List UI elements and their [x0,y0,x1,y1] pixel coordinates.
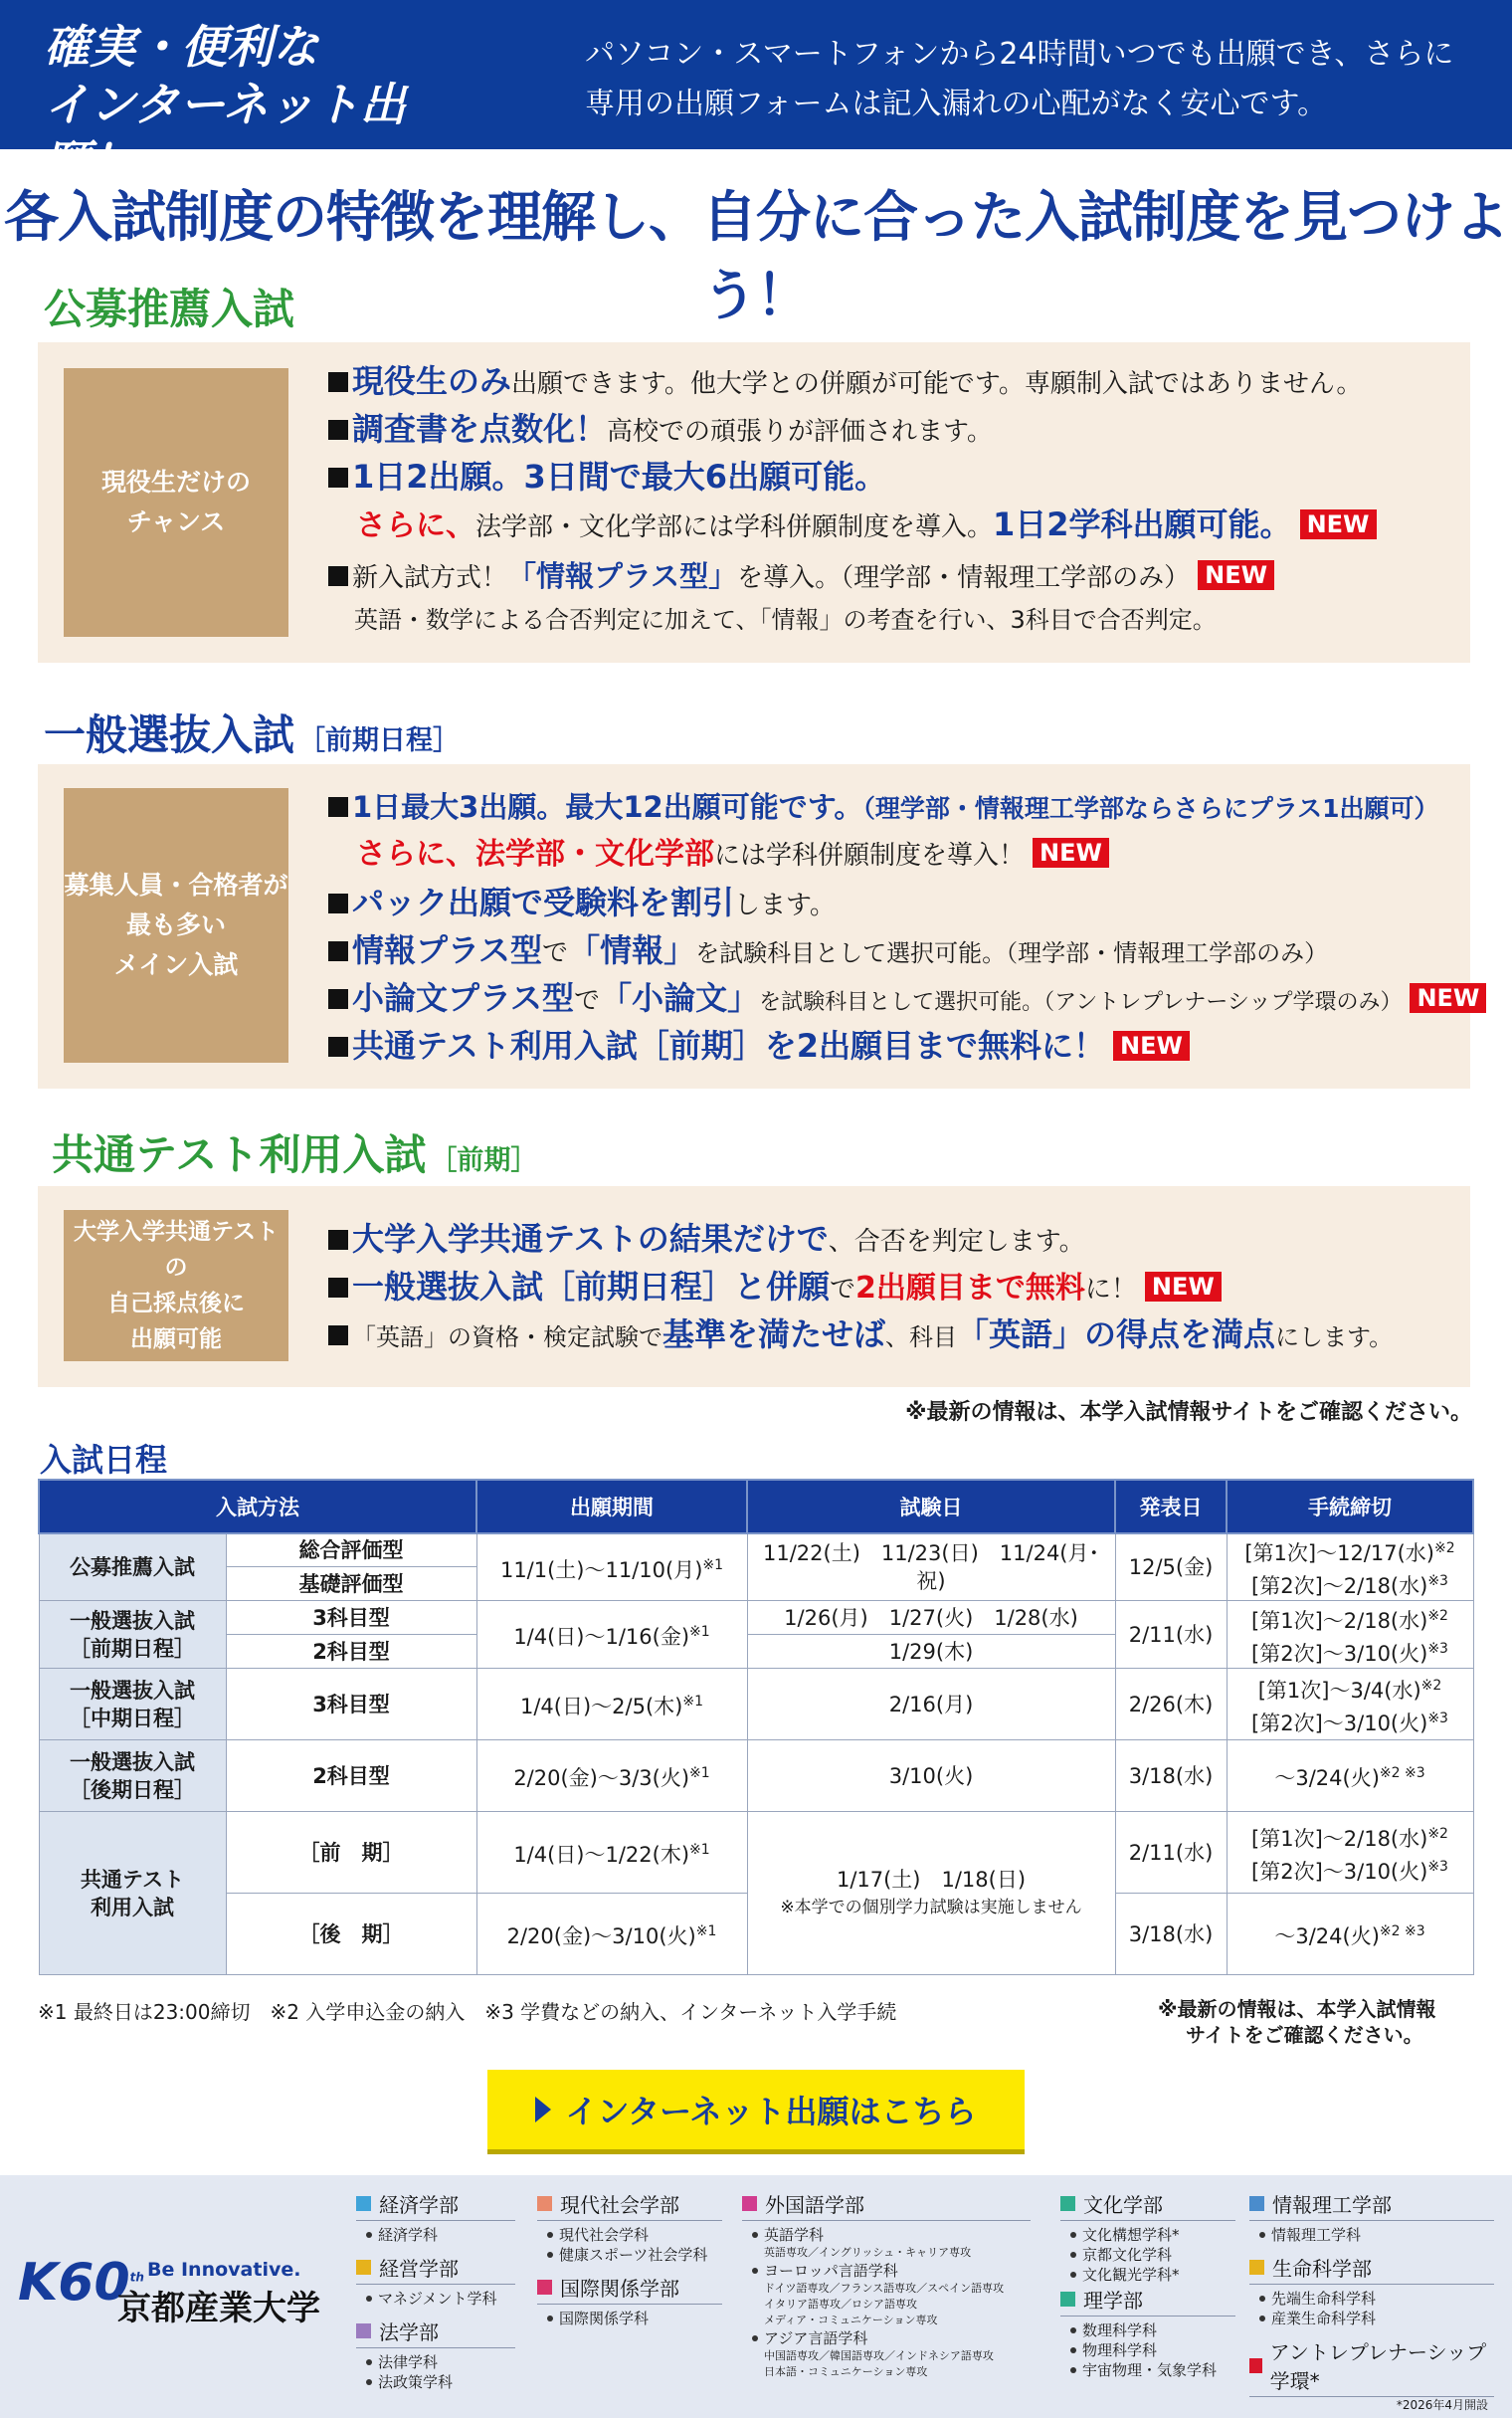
exam-cell: 11/22(土) 11/23(日) 11/24(月･祝) [747,1533,1115,1601]
ippan-panel [38,764,1480,1089]
ippan-label-line2: 最も多い [125,910,226,939]
note-mark: ※2 [1427,1607,1448,1624]
period-cell [476,1601,747,1669]
period-text: 1/4(日)～1/22(木) [513,1843,690,1867]
ippan-label-line1: 募集人員・合格者が [64,871,288,900]
kyotsu-l3-em2: 「英語」の得点を満点 [957,1315,1276,1353]
new-badge: NEW [1300,509,1377,539]
bullet-square-icon [328,1278,348,1298]
suisen-panel [38,342,1470,663]
department-item: 国際関係学科 [537,2309,722,2328]
kyotsu-label-line2: 自己採点後に [107,1291,245,1316]
deadline-text: [第1次]～2/18(水) [1251,1826,1428,1851]
course-item: 日本語・コミュニケーション専攻 [764,2365,928,2378]
opening-note: *2026年4月開設 [1396,2398,1488,2412]
ippan-l4-a: で [542,938,569,968]
period-text: 11/1(土)～11/10(月) [499,1557,703,1582]
bullet-square-icon [328,894,348,913]
kyotsu-line-2 [328,1268,1222,1309]
header-banner [0,0,1512,189]
schedule-title: 入試日程 [40,1441,168,1479]
ippan-l2-rest: には学科併願制度を導入！ [714,841,1026,871]
faculty-color-icon [537,2196,552,2211]
faculty-bunka[interactable] [1060,2189,1235,2221]
kyotsu-label-line3: 出願可能 [130,1326,222,1352]
faculty-entrepreneurship[interactable] [1249,2336,1494,2397]
schedule-header-row [39,1480,1473,1533]
exam-cell [747,1812,1115,1975]
university-name: 京都産業大学 [117,2289,320,2328]
ippan-line-5 [328,979,1486,1022]
method-koki [39,1740,226,1812]
suisen-label [64,368,288,637]
faculty-keizai[interactable] [356,2189,515,2221]
kyotsu-l2-red: 2出願目まで無料 [855,1271,1085,1306]
kyotsu-title [52,1122,537,1182]
method-kyotsu [39,1812,226,1975]
header-desc-line2: 専用の出願フォームは記入漏れの心配がなく安心です。 [585,87,1328,121]
logo-th: th [129,2270,144,2285]
faculty-label: 生命科学部 [1272,2257,1372,2281]
bullet-square-icon [328,372,348,392]
course-item: ドイツ語専攻／フランス語専攻／スペイン語専攻 [764,2282,1005,2295]
faculty-label: 情報理工学部 [1272,2193,1392,2217]
logo-mark-text: K60 [18,2253,130,2313]
table-row [39,1740,1473,1812]
suisen-label-line1: 現役生だけの [100,468,251,497]
suisen-title: 公募推薦入試 [44,285,295,333]
schedule-table [38,1479,1474,1975]
deadline-text: [第2次]～2/18(水) [1251,1574,1428,1598]
result-cell: 2/11(水) [1115,1601,1227,1669]
ippan-l6-em: 共通テスト利用入試［前期］を2出願目まで無料に！ [352,1027,1105,1065]
faculty-color-icon [1060,2292,1075,2307]
col-header-deadline: 手続締切 [1227,1480,1473,1533]
result-cell: 3/18(水) [1115,1894,1227,1975]
deadline-text: [第2次]～3/10(火) [1251,1859,1428,1884]
exam-cell: 2/16(月) [747,1669,1115,1740]
ippan-l4-rest: を試験科目として選択可能。（理学部・情報理工学部のみ） [695,939,1329,967]
ippan-label-line3: メイン入試 [113,950,239,979]
ippan-l4-em2: 「情報」 [568,931,696,969]
department-item: 現代社会学科 [537,2225,722,2245]
faculty-label: 文化学部 [1083,2193,1163,2217]
period-text: 1/4(日)～1/16(金) [513,1625,690,1649]
suisen-line-2 [328,410,993,451]
footnote-right [1158,1996,1476,2048]
deadline-text: ～3/24(火) [1274,1924,1380,1948]
bullet-square-icon [328,1037,348,1057]
period-text: 2/20(金)～3/3(火) [513,1766,690,1790]
note-mark: ※1 [702,1556,724,1573]
kyotsu-line-3 [328,1315,1393,1356]
suisen-line-5 [328,557,1274,597]
type-cell: 3科目型 [226,1601,476,1635]
bullet-square-icon [328,566,348,586]
kyotsu-line-1 [328,1220,1085,1261]
ippan-line-3 [328,884,836,924]
faculty-column-3 [742,2189,1031,2380]
new-badge: NEW [1198,560,1274,590]
method-text: ［前期日程］ [70,1636,195,1661]
suisen-label-line2: チャンス [126,507,226,536]
university-logo [18,2253,346,2332]
new-badge: NEW [1410,983,1486,1013]
new-badge: NEW [1033,838,1109,868]
method-text: 一般選抜入試 [70,1608,195,1633]
ippan-title-text: 一般選抜入試 [44,710,295,759]
method-text: 一般選抜入試 [70,1749,195,1774]
faculty-color-icon [356,2260,371,2275]
method-zenki [39,1601,226,1669]
note-mark: ※2 ※3 [1379,1765,1425,1781]
ippan-line-4 [328,931,1328,972]
kyotsu-title-text: 共通テスト利用入試 [52,1130,427,1179]
faculty-column-5 [1249,2189,1494,2401]
suisen-l3-em: 1日2出願。3日間で最大6出願可能。 [352,458,887,496]
header-description [585,30,1480,129]
department-item: 物理科学科 [1060,2340,1235,2360]
logo-tagline: Be Innovative. [147,2259,301,2281]
suisen-l5-b: を導入。（理学部・情報理工学部のみ） [737,563,1191,593]
course-item: 中国語専攻／韓国語専攻／インドネシア語専攻 [764,2349,994,2362]
note-mark: ※3 [1427,1858,1448,1875]
type-cell: ［前 期］ [226,1812,476,1894]
period-text: 2/20(金)～3/10(火) [506,1924,696,1948]
method-chuki [39,1669,226,1740]
note-mark: ※2 ※3 [1379,1923,1425,1939]
suisen-line-3 [328,458,886,499]
header-title [44,18,462,191]
department-item: 数理科学科 [1060,2320,1235,2340]
bullet-square-icon [328,468,348,488]
exam-cell: 1/29(木) [747,1635,1115,1669]
deadline-cell [1227,1894,1473,1975]
department-item: 英語学科 [742,2225,1031,2245]
note-mark: ※1 [689,1765,710,1781]
department-item: 京都文化学科 [1060,2245,1235,2265]
suisen-l2-rest: 高校での頑張りが評価されます。 [607,417,993,447]
faculty-kokusai[interactable] [537,2273,722,2305]
department-item: アジア言語学科 [742,2328,1031,2348]
header-title-line2: インターネット出願！ [44,78,406,189]
suisen-line-4 [356,505,1377,546]
note-mark: ※2 [1434,1540,1455,1556]
suisen-l4-red: さらに、 [356,508,475,543]
faculty-color-icon [1060,2196,1075,2211]
bullet-square-icon [328,1230,348,1250]
deadline-text: [第1次]～2/18(水) [1251,1608,1428,1633]
ippan-line-2 [356,836,1109,875]
bullet-square-icon [328,420,348,440]
faculty-column-1 [356,2189,515,2392]
deadline-cell [1227,1812,1473,1894]
period-cell [476,1894,747,1975]
deadline-text: [第1次]～3/4(水) [1257,1678,1421,1703]
department-item: 健康スポーツ社会学科 [537,2245,722,2265]
faculty-gendai[interactable] [537,2189,722,2221]
ippan-l2-red: さらに、法学部・文化学部 [356,837,714,872]
faculty-gaikoku[interactable] [742,2189,1031,2221]
department-item: 文化観光学科* [1060,2265,1235,2285]
kyotsu-l2-a: で [830,1275,856,1305]
exam-note: ※本学での個別学力試験は実施しません [780,1897,1082,1917]
department-item: 文化構想学科* [1060,2225,1235,2245]
method-text: 一般選抜入試 [70,1678,195,1703]
bullet-square-icon [328,797,348,817]
period-text: 1/4(日)～2/5(木) [519,1695,683,1718]
latest-info-note: ※最新の情報は、本学入試情報サイトをご確認ください。 [905,1400,1472,1425]
kyotsu-l3-a: 「英語」の資格・検定試験で [352,1323,662,1351]
faculty-label: 法学部 [379,2320,439,2344]
page-headline: 各入試制度の特徴を理解し、自分に合った入試制度を見つけよう！ [3,185,1508,327]
faculty-label: 経済学部 [379,2193,459,2217]
result-cell: 3/18(水) [1115,1740,1227,1812]
deadline-text: [第2次]～3/10(火) [1251,1641,1428,1666]
kyotsu-l1-em: 大学入学共通テストの結果だけで [352,1220,829,1258]
table-row [39,1669,1473,1740]
note-mark: ※1 [689,1624,710,1640]
col-header-result: 発表日 [1115,1480,1227,1533]
method-text: ［中期日程］ [70,1706,195,1730]
deadline-text: [第1次]～12/17(水) [1244,1541,1434,1565]
kyotsu-title-sub: ［前期］ [430,1145,538,1176]
department-item: 宇宙物理・気象学科 [1060,2360,1235,2380]
kyotsu-panel [38,1186,1470,1387]
deadline-cell [1227,1669,1473,1740]
note-mark: ※2 [1427,1825,1448,1842]
internet-apply-button[interactable] [487,2070,1025,2149]
faculty-color-icon [356,2196,371,2211]
kyotsu-l2-rest: に！ [1084,1275,1137,1305]
type-cell: 基礎評価型 [226,1567,476,1601]
faculty-label: 現代社会学部 [560,2193,679,2217]
ippan-label [64,788,288,1063]
faculty-label: 国際関係学部 [560,2277,679,2301]
table-row [39,1533,1473,1567]
ippan-title-sub: ［前期日程］ [298,725,461,756]
result-cell: 12/5(金) [1115,1533,1227,1601]
ippan-l3-rest: します。 [734,891,836,920]
footnote-right-line2: サイトをご確認ください。 [1186,2023,1423,2047]
footnote-right-line1: ※最新の情報は、本学入試情報 [1158,1997,1436,2021]
faculty-column-4 [1060,2189,1235,2380]
note-mark: ※1 [682,1694,703,1710]
kyotsu-l3-c: にします。 [1275,1323,1394,1351]
note-mark: ※2 [1420,1677,1442,1694]
deadline-cell [1227,1533,1473,1601]
exam-text: 1/17(土) 1/18(日) [836,1867,1027,1892]
faculty-color-icon [1249,2260,1264,2275]
kyotsu-l1-rest: 、合否を判定します。 [828,1227,1085,1257]
faculty-ri[interactable] [1060,2285,1235,2317]
type-cell: 2科目型 [226,1635,476,1669]
type-cell: 総合評価型 [226,1533,476,1567]
ippan-line-6 [328,1027,1190,1068]
ippan-l4-em1: 情報プラス型 [352,931,543,969]
ippan-l5-em1: 小論文プラス型 [352,979,575,1017]
department-item: ヨーロッパ言語学科 [742,2261,1031,2281]
faculty-label: アントレプレナーシップ学環* [1269,2340,1487,2393]
kyotsu-l3-em: 基準を満たせば [662,1315,886,1353]
exam-cell: 3/10(火) [747,1740,1115,1812]
kyotsu-label [64,1210,288,1361]
faculty-column-2 [537,2189,722,2328]
suisen-l4-em: 1日2学科出願可能。 [993,505,1292,543]
method-text: 共通テスト [80,1867,185,1892]
course-item: メディア・コミュニケーション専攻 [764,2314,938,2326]
department-item: 経済学科 [356,2225,515,2245]
faculty-color-icon [1249,2196,1264,2211]
suisen-l5-a: 新入試方式！ [352,563,508,593]
type-cell: 2科目型 [226,1740,476,1812]
deadline-text: [第2次]～3/10(火) [1251,1711,1428,1735]
faculty-label: 外国語学部 [765,2193,864,2217]
suisen-l4-mid: 法学部・文化学部には学科併願制度を導入。 [475,512,994,542]
suisen-line-1 [328,362,1362,403]
suisen-line-6: 英語・数学による合否判定に加えて、「情報」の考査を行い、3科目で合否判定。 [354,606,1217,634]
department-item: 情報理工学科 [1249,2225,1494,2245]
table-row [39,1812,1473,1894]
suisen-l1-em: 現役生のみ [352,362,512,400]
deadline-cell [1227,1601,1473,1669]
department-item: 産業生命科学科 [1249,2309,1494,2328]
result-cell: 2/11(水) [1115,1812,1227,1894]
header-title-line1: 確実・便利な [44,20,318,74]
exam-cell: 1/26(月) 1/27(火) 1/28(水) [747,1601,1115,1635]
department-item: 先端生命科学科 [1249,2289,1494,2309]
header-desc-line1: パソコン・スマートフォンから24時間いつでも出願でき、さらに [585,37,1454,72]
faculty-label: 経営学部 [379,2257,459,2281]
result-cell: 2/26(木) [1115,1669,1227,1740]
period-cell [476,1533,747,1601]
method-text: ［後期日程］ [70,1777,195,1802]
note-mark: ※3 [1427,1573,1448,1589]
faculty-joho[interactable] [1249,2189,1494,2221]
faculty-color-icon [742,2196,757,2211]
course-item: イタリア語専攻／ロシア語専攻 [764,2298,917,2311]
type-cell: ［後 期］ [226,1894,476,1975]
footer [0,2175,1512,2418]
faculty-label: 理学部 [1083,2289,1143,2313]
note-mark: ※1 [689,1842,710,1858]
cta-label: インターネット出願はこちら [565,2093,977,2130]
faculty-seimei[interactable] [1249,2253,1494,2285]
suisen-l5-em: 「情報プラス型」 [507,559,738,593]
bullet-square-icon [328,989,348,1009]
ippan-l5-rest: を試験科目として選択可能。（アントレプレナーシップ学環のみ） [759,990,1403,1015]
col-header-exam: 試験日 [747,1480,1115,1533]
ippan-l1-em: 1日最大3出願。最大12出願可能です。 [352,790,863,824]
department-item: 法律学科 [356,2352,515,2372]
method-text: 利用入試 [91,1895,174,1919]
type-cell: 3科目型 [226,1669,476,1740]
note-mark: ※1 [695,1923,717,1939]
ippan-line-1 [328,788,1439,828]
deadline-text: ～3/24(火) [1274,1766,1380,1790]
col-header-period: 出願期間 [476,1480,747,1533]
department-item: 法政策学科 [356,2372,515,2392]
ippan-l3-em: パック出願で受験料を割引 [352,884,735,921]
period-cell [476,1740,747,1812]
faculty-hou[interactable] [356,2317,515,2348]
new-badge: NEW [1145,1272,1222,1302]
bullet-square-icon [328,1325,348,1345]
new-badge: NEW [1113,1031,1190,1061]
deadline-cell [1227,1740,1473,1812]
ippan-l5-a: で [574,986,601,1016]
play-arrow-icon [535,2097,551,2122]
kyotsu-l2-em: 一般選抜入試［前期日程］と併願 [352,1268,831,1306]
kyotsu-label-line1: 大学入学共通テストの [73,1219,280,1281]
footnotes: ※1 最終日は23:00締切 ※2 入学申込金の納入 ※3 学費などの納入、インターネット入学手続 [38,2000,897,2024]
table-row [39,1601,1473,1635]
note-mark: ※3 [1427,1710,1448,1726]
department-item: マネジメント学科 [356,2289,515,2309]
period-cell [476,1669,747,1740]
period-cell [476,1812,747,1894]
faculty-color-icon [356,2323,371,2338]
suisen-l2-em: 調査書を点数化！ [352,410,608,448]
note-mark: ※3 [1427,1640,1448,1657]
col-header-method: 入試方法 [39,1480,476,1533]
method-suisen: 公募推薦入試 [39,1533,226,1601]
bullet-square-icon [328,941,348,961]
ippan-l1-rest: （理学部・情報理工学部ならさらにプラス1出願可） [862,794,1439,823]
ippan-l5-em2: 「小論文」 [600,979,760,1017]
faculty-color-icon [1249,2358,1262,2373]
suisen-l1-rest: 出願できます。他大学との併願が可能です。専願制入試ではありません。 [511,369,1363,399]
kyotsu-l3-b: 、科目 [885,1323,958,1351]
course-item: 英語専攻／イングリッシュ・キャリア専攻 [764,2246,972,2259]
ippan-title [44,703,460,762]
faculty-color-icon [537,2280,552,2295]
faculty-keiei[interactable] [356,2253,515,2285]
